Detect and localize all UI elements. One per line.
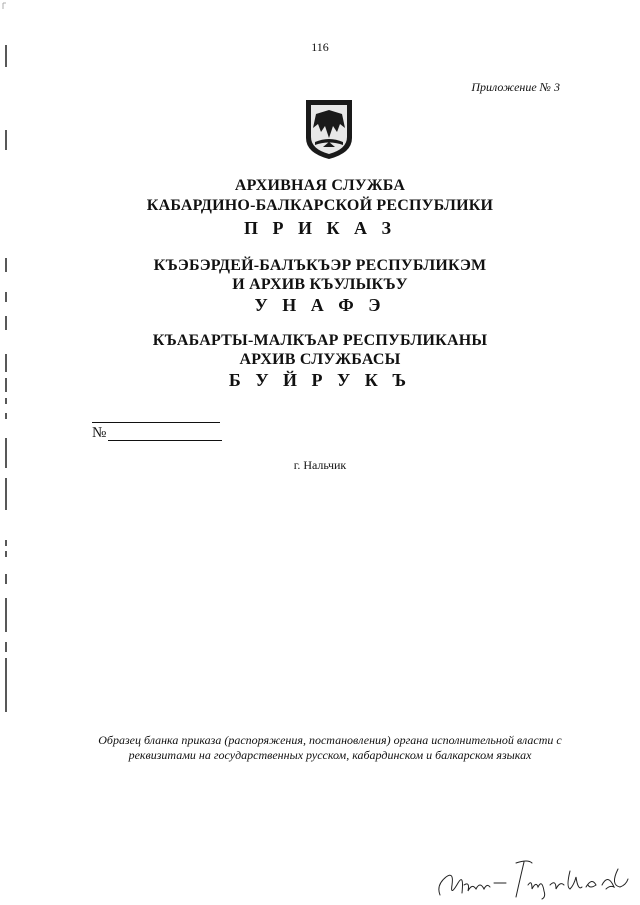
block-2-line-2: И АРХИВ КЪУЛЫКЪУ <box>232 276 408 293</box>
block-1-line-1: АРХИВНАЯ СЛУЖБА <box>234 177 406 194</box>
coat-of-arms-icon <box>302 98 356 160</box>
block-1-doc-type: П Р И К А З <box>243 218 397 238</box>
city-label: г. Нальчик <box>293 458 347 472</box>
appendix-label: Приложение № 3 <box>471 80 560 94</box>
page-number: 116 <box>311 40 329 54</box>
date-field-line <box>92 422 220 423</box>
block-2-line-1: КЪЭБЭРДЕЙ-БАЛЪКЪЭР РЕСПУБЛИКЭМ <box>153 257 487 274</box>
scan-margin-marks <box>2 0 12 905</box>
block-2-doc-type: У Н А Ф Э <box>254 295 386 315</box>
number-field-line <box>108 440 222 441</box>
block-3-line-1: КЪАБАРТЫ-МАЛКЪАР РЕСПУБЛИКАНЫ <box>152 332 488 349</box>
block-3-line-2: АРХИВ СЛУЖБАСЫ <box>239 351 401 368</box>
number-label: № <box>92 425 107 441</box>
block-3-doc-type: Б У Й Р У К Ъ <box>228 370 412 390</box>
caption-text: Образец бланка приказа (распоряжения, постановления) органа исполнительной власти с реквизитами на государственных русском, кабардинском и балкарском языках <box>98 733 562 762</box>
block-1-line-2: КАБАРДИНО-БАЛКАРСКОЙ РЕСПУБЛИКИ <box>146 197 494 214</box>
handwritten-signature <box>432 855 632 901</box>
